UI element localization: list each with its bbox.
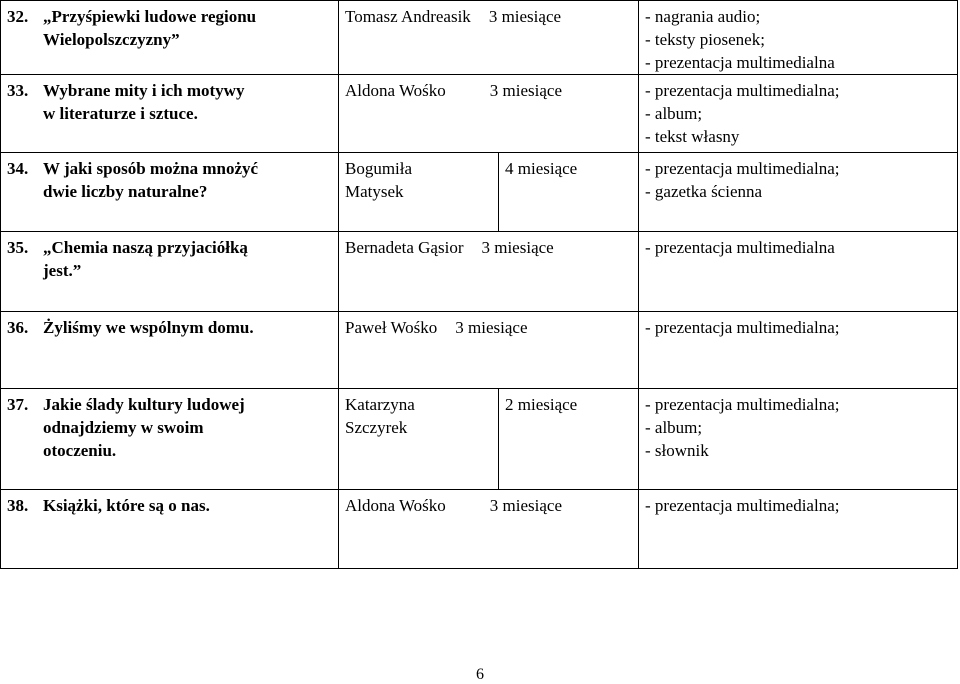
product-item: - nagrania audio;	[645, 7, 761, 26]
teacher-name: Paweł Wośko	[345, 318, 438, 337]
duration: 4 miesiące	[505, 159, 578, 178]
teacher-duration-cell	[339, 312, 639, 389]
topic-line: w literaturze i sztuce.	[43, 104, 198, 123]
duration-cell	[499, 389, 639, 490]
duration: 3 miesiące	[488, 7, 562, 26]
table-row	[1, 312, 958, 389]
product-item: - prezentacja multimedialna;	[645, 159, 840, 178]
topic-line: „Chemia naszą przyjaciółką	[43, 238, 248, 257]
teacher-duration-cell	[339, 75, 639, 153]
products-cell	[639, 490, 958, 569]
duration: 3 miesiące	[489, 81, 563, 100]
topic-line: Wielopolszczyzny”	[43, 30, 180, 49]
teacher-duration-cell	[339, 232, 639, 312]
teacher-duration-cell	[339, 490, 639, 569]
row-number: 34.	[7, 159, 29, 178]
topic-cell	[1, 153, 339, 232]
table-row	[1, 232, 958, 312]
teacher-name: Bernadeta Gąsior	[345, 238, 464, 257]
teacher-cell	[339, 153, 499, 232]
teacher-name: Aldona Wośko	[345, 81, 446, 100]
product-item: - prezentacja multimedialna	[645, 238, 835, 257]
teacher-name-line: Szczyrek	[345, 418, 408, 437]
duration-cell	[499, 153, 639, 232]
teacher-duration-cell	[339, 1, 639, 75]
topic-line: dwie liczby naturalne?	[43, 182, 208, 201]
table-row	[1, 153, 958, 232]
topic-line: Książki, które są o nas.	[43, 496, 210, 515]
row-number: 38.	[7, 496, 29, 515]
teacher-name-line: Bogumiła	[345, 159, 413, 178]
products-cell	[639, 153, 958, 232]
topic-cell	[1, 389, 339, 490]
row-number: 32.	[7, 7, 29, 26]
duration: 2 miesiące	[505, 395, 578, 414]
products-cell	[639, 312, 958, 389]
topic-cell	[1, 490, 339, 569]
products-cell	[639, 232, 958, 312]
table-row	[1, 490, 958, 569]
product-item: - prezentacja multimedialna;	[645, 318, 840, 337]
topic-line: Wybrane mity i ich motywy	[43, 81, 245, 100]
product-item: - album;	[645, 104, 703, 123]
teacher-name: Tomasz Andreasik	[345, 7, 471, 26]
row-number: 35.	[7, 238, 29, 257]
duration: 3 miesiące	[489, 496, 563, 515]
topic-cell	[1, 1, 339, 75]
product-item: - teksty piosenek;	[645, 30, 765, 49]
topic-line: Jakie ślady kultury ludowej	[43, 395, 245, 414]
product-item: - prezentacja multimedialna;	[645, 81, 840, 100]
product-item: - słownik	[645, 441, 709, 460]
products-cell	[639, 389, 958, 490]
row-number: 37.	[7, 395, 29, 414]
table-row	[1, 389, 958, 490]
table-row	[1, 75, 958, 153]
topic-cell	[1, 312, 339, 389]
product-item: - prezentacja multimedialna;	[645, 395, 840, 414]
table-row	[1, 1, 958, 75]
duration: 3 miesiące	[481, 238, 554, 257]
duration: 3 miesiące	[455, 318, 528, 337]
teacher-name: Aldona Wośko	[345, 496, 446, 515]
topic-cell	[1, 75, 339, 153]
product-item: - prezentacja multimedialna;	[645, 496, 840, 515]
product-item: - tekst własny	[645, 127, 740, 146]
topic-cell	[1, 232, 339, 312]
teacher-cell	[339, 389, 499, 490]
topic-line: Żyliśmy we wspólnym domu.	[43, 318, 254, 337]
row-number: 36.	[7, 318, 29, 337]
product-item: - album;	[645, 418, 703, 437]
topic-line: jest.”	[43, 261, 82, 280]
products-cell	[639, 1, 958, 75]
page-number: 6	[476, 666, 484, 683]
product-item: - prezentacja multimedialna	[645, 53, 835, 72]
product-item: - gazetka ścienna	[645, 182, 763, 201]
row-number: 33.	[7, 81, 29, 100]
topic-line: otoczeniu.	[43, 441, 117, 460]
teacher-name-line: Katarzyna	[345, 395, 415, 414]
teacher-name-line: Matysek	[345, 182, 404, 201]
topic-line: W jaki sposób można mnożyć	[43, 159, 259, 178]
topic-line: „Przyśpiewki ludowe regionu	[43, 7, 257, 26]
topic-line: odnajdziemy w swoim	[43, 418, 204, 437]
products-cell	[639, 75, 958, 153]
